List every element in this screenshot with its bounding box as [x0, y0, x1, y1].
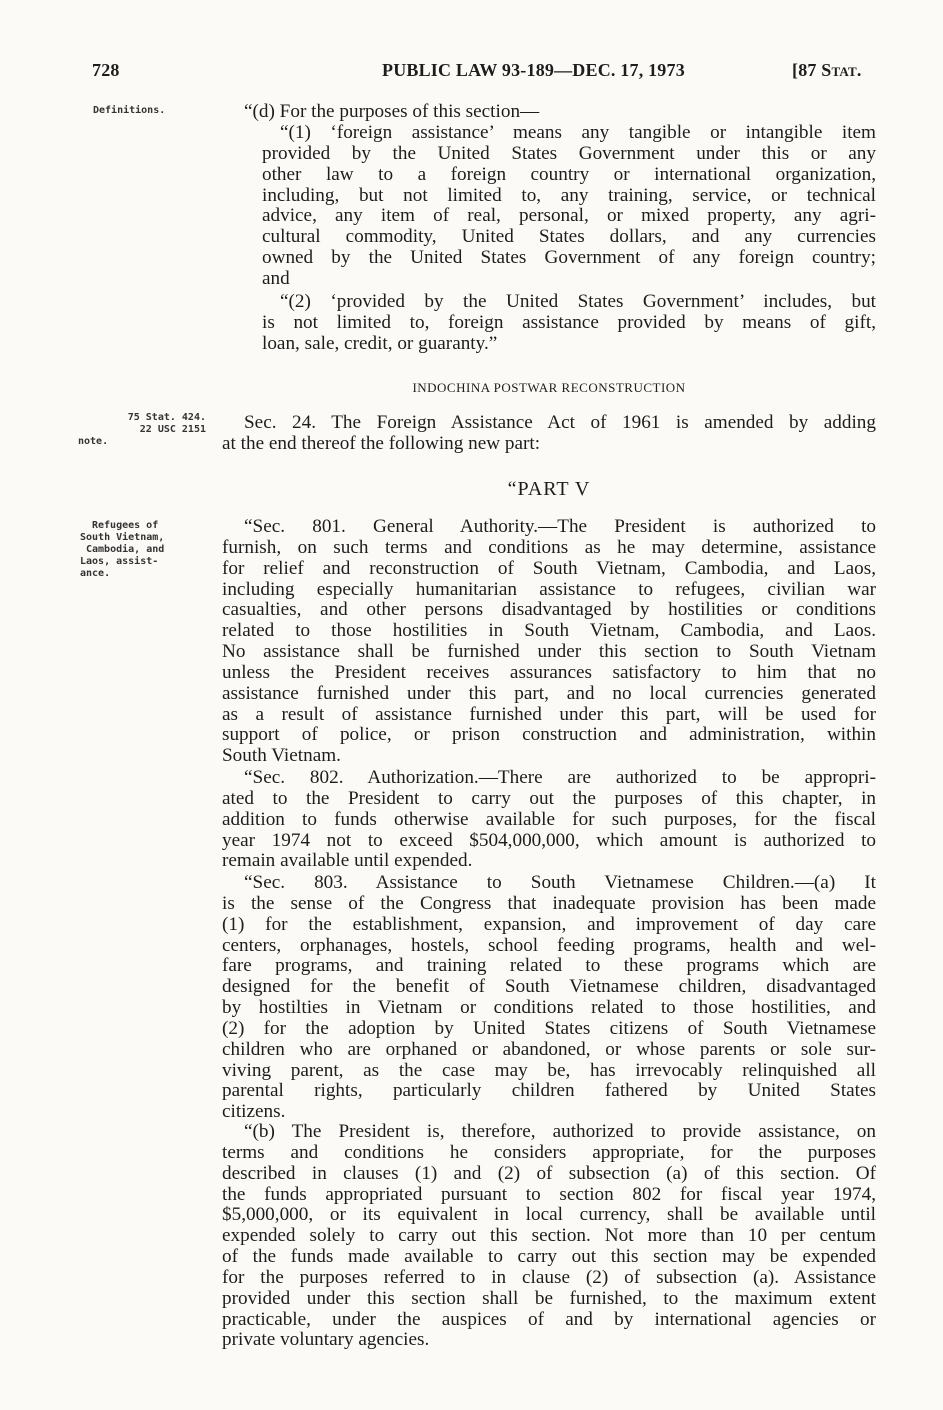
text-line: the funds appropriated pursuant to section 802 for fiscal year 1974,: [222, 1183, 876, 1205]
para-sec803a: [222, 873, 876, 1123]
text-line: loan, sale, credit, or guaranty.”: [262, 332, 498, 354]
margin-note-refugees: [80, 520, 206, 580]
text-line: $5,000,000, or its equivalent in local currency, shall be available until: [222, 1204, 876, 1226]
text-line: including, but not limited to, any training, service, or technical: [262, 184, 876, 206]
text-line: parental rights, particularly children fathered by United States: [222, 1080, 876, 1102]
note-line: South Vietnam,: [80, 532, 165, 543]
text-line: “Sec. 801. General Authority.—The President is authorized to: [244, 516, 876, 537]
text-line: is the sense of the Congress that inadequate provision has been made: [222, 892, 876, 914]
page-number: 728: [92, 60, 120, 80]
note-line: 75 Stat. 424.: [127, 412, 206, 423]
para-d1: [222, 123, 876, 290]
margin-note-definitions: Definitions.: [93, 105, 166, 116]
para-sec801: [222, 517, 876, 767]
text-line: provided by the United States Government under this or any: [262, 142, 876, 164]
text-line: terms and conditions he considers appropriate, for the purposes: [222, 1141, 876, 1163]
text-line: designed for the benefit of South Vietnamese children, disadvantaged: [222, 976, 876, 998]
text-line: citizens.: [222, 1101, 286, 1123]
text-line: assistance furnished under this part, and no local currencies generated: [222, 682, 876, 704]
text-line: as a result of assistance furnished under this part, will be used for: [222, 703, 876, 725]
text-line: No assistance shall be furnished under this section to South Vietnam: [222, 641, 876, 663]
note-line: Refugees of: [92, 520, 159, 531]
text-line: “(b) The President is, therefore, authorized to provide assistance, on: [244, 1121, 876, 1142]
para-sec803b: [222, 1122, 876, 1351]
text-line: including especially humanitarian assistance to refugees, civilian war: [222, 578, 876, 600]
running-title: PUBLIC LAW 93-189—DEC. 17, 1973: [382, 60, 685, 80]
text-line: provided under this section shall be furnished, to the maximum extent: [222, 1287, 876, 1309]
text-line: private voluntary agencies.: [222, 1329, 430, 1351]
text-line: practicable, under the auspices of and by international agencies or: [222, 1308, 876, 1330]
para-d2: [222, 292, 876, 355]
para-d-intro: [222, 102, 876, 123]
text-line: of the funds made available to carry out this section may be expended: [222, 1246, 876, 1268]
note-line: Cambodia, and: [86, 544, 165, 555]
text-line: cultural commodity, United States dollars, and any currencies: [262, 226, 876, 248]
text-line: support of police, or prison construction and administration, within: [222, 724, 876, 746]
text-line: is not limited to, foreign assistance provided by means of gift,: [262, 311, 876, 333]
text-line: and: [262, 267, 290, 289]
text-line: at the end thereof the following new part:: [222, 432, 541, 454]
text-line: ated to the President to carry out the purposes of this chapter, in: [222, 787, 876, 809]
text-line: year 1974 not to exceed $504,000,000, which amount is authorized to: [222, 829, 876, 851]
text-line: casualties, and other persons disadvantaged by hostilities or conditions: [222, 599, 876, 621]
text-line: (1) for the establishment, expansion, and improvement of day care: [222, 913, 876, 935]
text-line: advice, any item of real, personal, or mixed property, any agri-: [262, 205, 876, 227]
section-heading: INDOCHINA POSTWAR RECONSTRUCTION: [412, 380, 686, 395]
text-line: described in clauses (1) and (2) of subsection (a) of this section. Of: [222, 1162, 876, 1184]
note-line: ance.: [80, 568, 111, 579]
text-line: Sec. 24. The Foreign Assistance Act of 1961 is amended by adding: [244, 412, 876, 433]
margin-note-citation: [80, 412, 206, 448]
text-line: unless the President receives assurances satisfactory to him that no: [222, 661, 876, 683]
para-sec802: [222, 768, 876, 872]
text-line: “(2) ‘provided by the United States Government’ includes, but: [280, 291, 876, 312]
text-line: related to those hostilities in South Vietnam, Cambodia, and Laos.: [222, 620, 876, 642]
text-line: viving parent, as the case may be, has irrevocably relinquished all: [222, 1059, 876, 1081]
note-line: 22 USC 2151: [139, 424, 206, 435]
text-line: South Vietnam.: [222, 745, 341, 767]
text-line: other law to a foreign country or international organization,: [262, 163, 876, 185]
part-heading: “PART V: [507, 478, 591, 500]
text-line: expended solely to carry out this section. Not more than 10 per centum: [222, 1225, 876, 1247]
text-line: “Sec. 803. Assistance to South Vietnamese Children.—(a) It: [244, 872, 876, 893]
text-line: “(1) ‘foreign assistance’ means any tangible or intangible item: [280, 122, 876, 143]
text-line: remain available until expended.: [222, 850, 473, 872]
text-line: “(d) For the purposes of this section—: [244, 101, 540, 122]
para-sec24: [222, 413, 876, 455]
note-line: note.: [78, 436, 109, 447]
volume-label: [87 Stat.: [792, 60, 862, 80]
text-line: for relief and reconstruction of South Vietnam, Cambodia, and Laos,: [222, 557, 876, 579]
text-line: addition to funds otherwise available for such purposes, for the fiscal: [222, 808, 876, 830]
text-line: “Sec. 802. Authorization.—There are authorized to be appropri-: [244, 767, 876, 788]
text-line: (2) for the adoption by United States citizens of South Vietnamese: [222, 1017, 876, 1039]
text-line: furnish, on such terms and conditions as he may determine, assistance: [222, 536, 876, 558]
text-line: by hostilties in Vietnam or conditions related to those hostilities, and: [222, 997, 876, 1019]
text-line: owned by the United States Government of any foreign country;: [262, 247, 876, 269]
note-line: Laos, assist-: [80, 556, 159, 567]
text-line: fare programs, and training related to these programs which are: [222, 955, 876, 977]
text-line: children who are orphaned or abandoned, or whose parents or sole sur-: [222, 1038, 876, 1060]
text-line: for the purposes referred to in clause (2) of subsection (a). Assistance: [222, 1266, 876, 1288]
text-line: centers, orphanages, hostels, school feeding programs, health and wel-: [222, 934, 876, 956]
